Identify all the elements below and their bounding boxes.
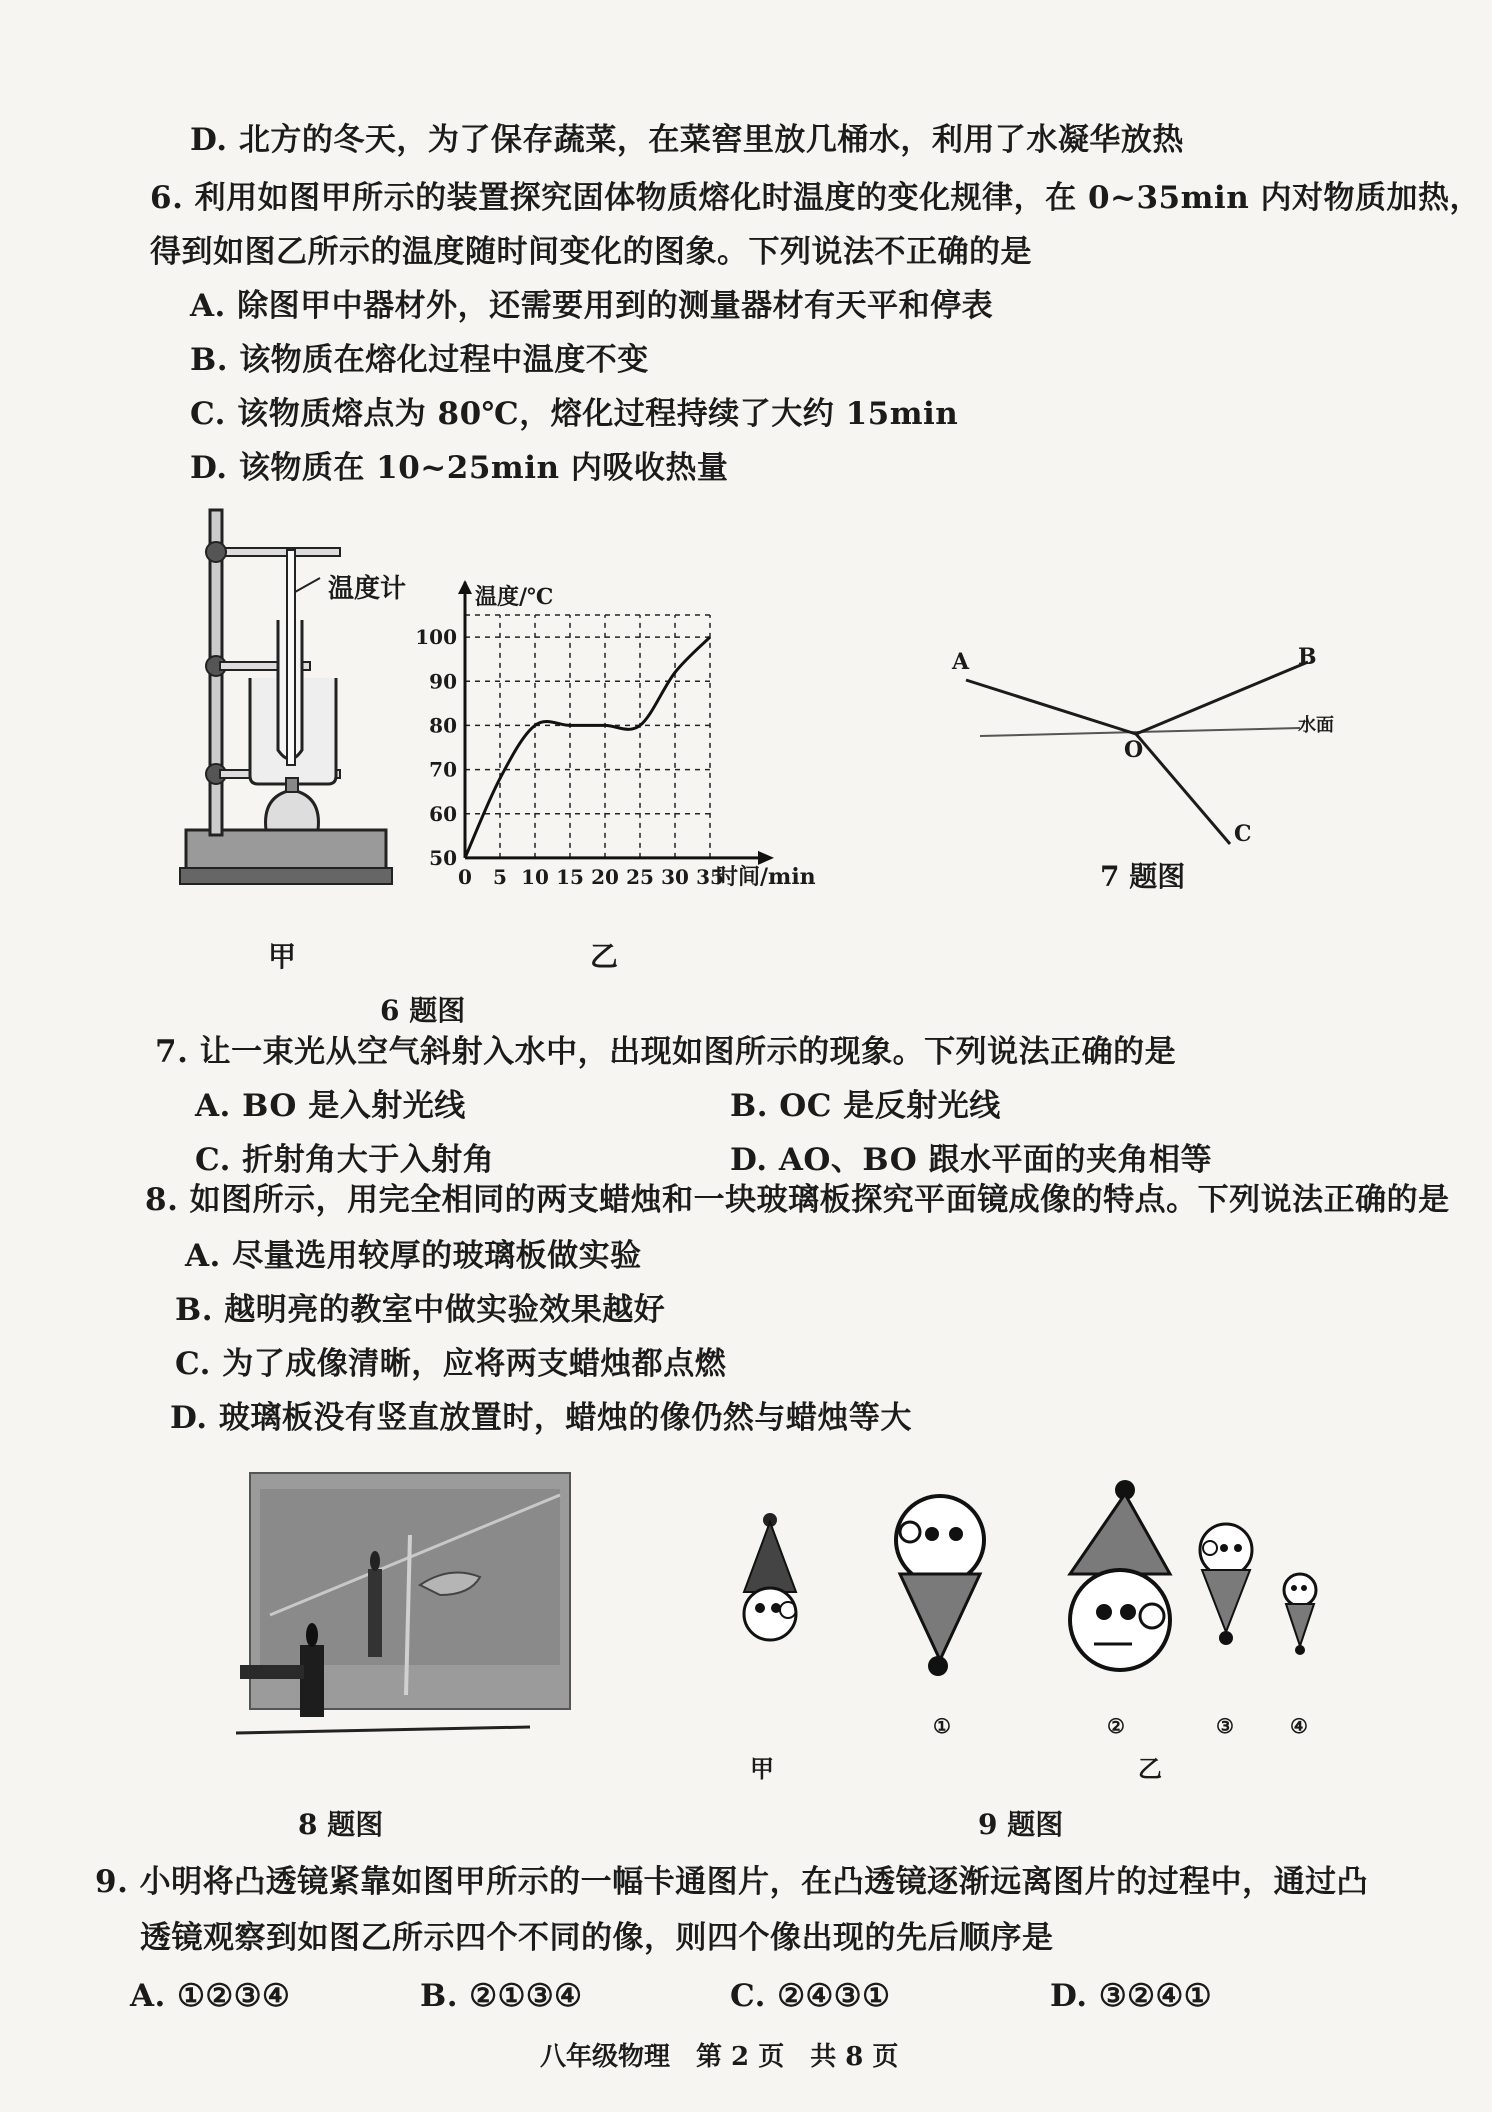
y-tick-label: 70 [429, 757, 457, 782]
q9-option-b: B. ②①③④ [420, 1978, 583, 2014]
ray-ob [1136, 662, 1308, 734]
ray-oc [1136, 734, 1230, 844]
cartoon-images [700, 1470, 1340, 1760]
y-tick-label: 50 [429, 845, 457, 870]
q6-option-b: B. 该物质在熔化过程中温度不变 [190, 342, 649, 378]
x-tick-label: 15 [556, 864, 584, 889]
q6-option-d: D. 该物质在 10~25min 内吸收热量 [190, 450, 729, 486]
fig7-label-c: C [1234, 821, 1252, 847]
x-tick-label: 0 [458, 864, 472, 889]
fig6-label-jia: 甲 [268, 940, 297, 973]
cartoon-original [744, 1513, 796, 1640]
chart-x-axis-label: 时间/min [716, 863, 816, 890]
q9-option-a: A. ①②③④ [130, 1978, 291, 2014]
x-tick-label: 25 [626, 864, 654, 889]
temperature-curve [465, 637, 710, 858]
page-footer: 八年级物理 第 2 页 共 8 页 [540, 2042, 899, 2072]
q7-stem: 7. 让一束光从空气斜射入水中，出现如图所示的现象。下列说法正确的是 [155, 1034, 1177, 1070]
fig9-label-yi: 乙 [1138, 1754, 1162, 1783]
fig7-label-b: B [1298, 644, 1317, 670]
q7-option-d: D. AO、BO 跟水平面的夹角相等 [730, 1142, 1212, 1178]
fig8-photo [230, 1465, 590, 1745]
x-tick-label: 20 [591, 864, 619, 889]
thermometer-label: 温度计 [328, 574, 407, 604]
y-tick-label: 60 [429, 801, 457, 826]
q9-stem-line2: 透镜观察到如图乙所示四个不同的像，则四个像出现的先后顺序是 [140, 1920, 1054, 1956]
q9-stem-line1: 9. 小明将凸透镜紧靠如图甲所示的一幅卡通图片，在凸透镜逐渐远离图片的过程中，通过凸 [95, 1864, 1369, 1900]
fig9-caption: 9 题图 [978, 1808, 1064, 1841]
fig9-number-2: ② [1107, 1714, 1125, 1738]
x-axis-arrow [758, 851, 774, 865]
q8-option-a: A. 尽量选用较厚的玻璃板做实验 [185, 1238, 642, 1274]
q8-option-b: B. 越明亮的教室中做实验效果越好 [175, 1292, 666, 1328]
cartoon-image-2 [1070, 1480, 1170, 1670]
q8-option-c: C. 为了成像清晰，应将两支蜡烛都点燃 [175, 1346, 727, 1382]
cartoon-image-1 [896, 1496, 984, 1676]
y-tick-label: 80 [429, 713, 457, 738]
cartoon-image-4 [1284, 1574, 1316, 1655]
q9-option-c: C. ②④③① [730, 1978, 891, 2014]
fig9-number-1: ① [933, 1714, 951, 1738]
x-tick-label: 30 [661, 864, 689, 889]
q9-option-d: D. ③②④① [1050, 1978, 1213, 2014]
q7-option-b: B. OC 是反射光线 [730, 1088, 1001, 1124]
x-tick-label: 35 [696, 864, 724, 889]
candle-mirror-photo [230, 1465, 590, 1745]
y-tick-label: 100 [415, 625, 457, 650]
q8-option-d: D. 玻璃板没有竖直放置时，蜡烛的像仍然与蜡烛等大 [170, 1400, 912, 1436]
fig6-caption: 6 题图 [380, 994, 466, 1027]
ray-ao [966, 680, 1136, 734]
q8-stem: 8. 如图所示，用完全相同的两支蜡烛和一块玻璃板探究平面镜成像的特点。下列说法正确的是 [145, 1182, 1450, 1218]
q6-option-a: A. 除图甲中器材外，还需要用到的测量器材有天平和停表 [190, 288, 994, 324]
fig7-caption: 7 题图 [1100, 860, 1186, 893]
fig6-label-yi: 乙 [590, 940, 619, 973]
q5-option-d: D. 北方的冬天，为了保存蔬菜，在菜窖里放几桶水，利用了水凝华放热 [190, 122, 1184, 158]
fig9-number-4: ④ [1290, 1714, 1308, 1738]
fig8-caption: 8 题图 [298, 1808, 384, 1841]
temperature-time-chart [415, 580, 890, 920]
fig9-number-3: ③ [1216, 1714, 1234, 1738]
fig7-label-surface: 水面 [1298, 715, 1334, 736]
y-tick-label: 90 [429, 669, 457, 694]
fig6-chart [415, 580, 890, 920]
fig7-label-a: A [952, 649, 970, 675]
y-axis-arrow [458, 580, 472, 594]
chart-y-axis-label: 温度/℃ [475, 584, 554, 610]
x-tick-label: 5 [493, 864, 507, 889]
apparatus-drawing [170, 500, 410, 920]
fig9-label-jia: 甲 [750, 1754, 774, 1783]
q6-option-c: C. 该物质熔点为 80℃，熔化过程持续了大约 15min [190, 396, 959, 432]
fig9-images [700, 1470, 1340, 1760]
fig6-apparatus [170, 500, 410, 920]
q7-option-c: C. 折射角大于入射角 [195, 1142, 495, 1178]
q7-option-a: A. BO 是入射光线 [195, 1088, 466, 1124]
cartoon-image-3 [1200, 1524, 1252, 1645]
x-tick-label: 10 [521, 864, 549, 889]
fig7-label-o: O [1124, 737, 1144, 763]
q6-stem-line1: 6. 利用如图甲所示的装置探究固体物质熔化时温度的变化规律，在 0~35min 内对物质加热， [150, 180, 1482, 216]
q6-stem-line2: 得到如图乙所示的温度随时间变化的图象。下列说法不正确的是 [150, 234, 1032, 270]
